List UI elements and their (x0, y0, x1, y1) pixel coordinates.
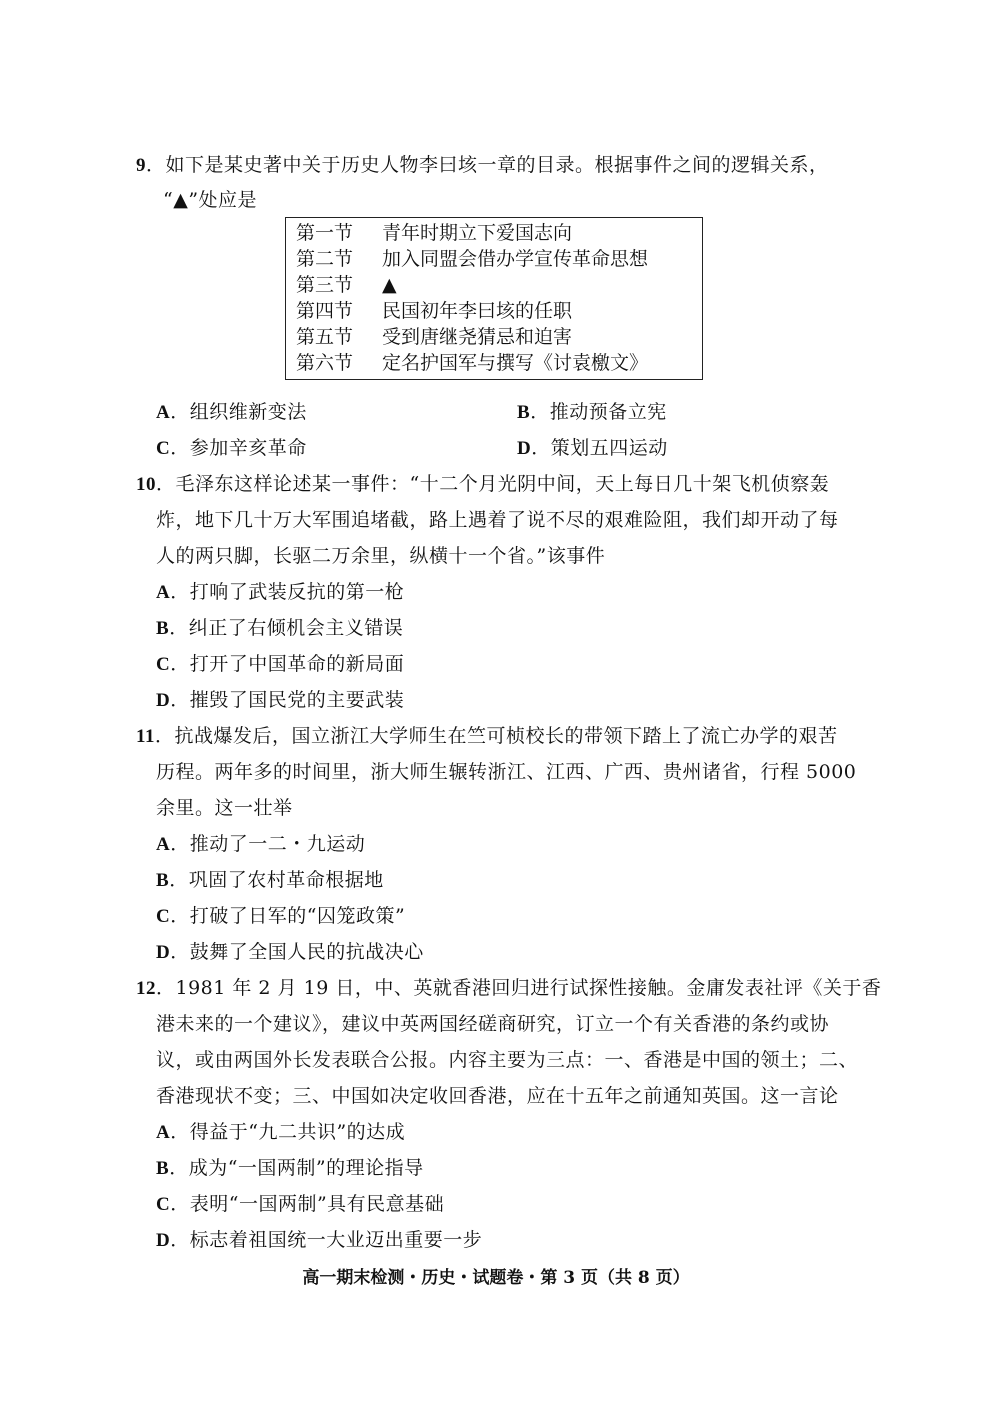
toc-row: 第三节 ▲ (296, 274, 397, 296)
q10-number: 10 (136, 474, 156, 495)
q10-stem-line-3: 人的两只脚，长驱二万余里，纵横十一个省。”该事件 (156, 545, 606, 567)
q11-option-a[interactable]: A．推动了一二・九运动 (156, 833, 366, 855)
q12-option-b[interactable]: B．成为“一国两制”的理论指导 (156, 1157, 424, 1179)
q12-stem-line-2: 港未来的一个建议》，建议中英两国经磋商研究，订立一个有关香港的条约或协 (156, 1013, 830, 1035)
q10-option-d[interactable]: D．摧毁了国民党的主要武装 (156, 689, 405, 711)
q11-stem-line-2: 历程。两年多的时间里，浙大师生辗转浙江、江西、广西、贵州诸省，行程 5000 (156, 761, 857, 783)
q9-option-c[interactable]: C．参加辛亥革命 (156, 437, 307, 459)
q10-stem-line-2: 炸，地下几十万大军围追堵截，路上遇着了说不尽的艰难险阻，我们却开动了每 (156, 509, 839, 531)
q9-number: 9 (136, 155, 146, 176)
q10-option-c[interactable]: C．打开了中国革命的新局面 (156, 653, 405, 675)
toc-row: 第二节 加入同盟会借办学宣传革命思想 (296, 248, 649, 270)
q11-option-d[interactable]: D．鼓舞了全国人民的抗战决心 (156, 941, 424, 963)
q9-option-b[interactable]: B．推动预备立宪 (517, 401, 667, 423)
q10-stem-line-1: 10．毛泽东这样论述某一事件：“十二个月光阴中间，天上每日几十架飞机侦察轰 (136, 473, 830, 495)
q12-stem-line-4: 香港现状不变；三、中国如决定收回香港，应在十五年之前通知英国。这一言论 (156, 1085, 839, 1107)
q10-option-b[interactable]: B．纠正了右倾机会主义错误 (156, 617, 404, 639)
q12-stem-line-3: 议，或由两国外长发表联合公报。内容主要为三点：一、香港是中国的领土；二、 (156, 1049, 859, 1071)
q9-option-a[interactable]: A．组织维新变法 (156, 401, 307, 423)
toc-row: 第四节 民国初年李曰垓的任职 (296, 300, 573, 322)
q11-stem-line-1: 11．抗战爆发后，国立浙江大学师生在竺可桢校长的带领下踏上了流亡办学的艰苦 (136, 725, 838, 747)
q11-option-c[interactable]: C．打破了日军的“囚笼政策” (156, 905, 406, 927)
q11-number: 11 (136, 726, 155, 747)
q12-option-a[interactable]: A．得益于“九二共识”的达成 (156, 1121, 406, 1143)
toc-row: 第六节 定名护国军与撰写《讨袁檄文》 (296, 352, 649, 374)
q12-option-d[interactable]: D．标志着祖国统一大业迈出重要一步 (156, 1229, 483, 1251)
q12-option-c[interactable]: C．表明“一国两制”具有民意基础 (156, 1193, 445, 1215)
toc-row: 第一节 青年时期立下爱国志向 (296, 222, 573, 244)
q12-stem-line-1: 12．1981 年 2 月 19 日，中、英就香港回归进行试探性接触。金庸发表社评《关于香 (136, 977, 882, 999)
toc-row: 第五节 受到唐继尧猜忌和迫害 (296, 326, 573, 348)
q9-stem-line-1: 9．如下是某史著中关于历史人物李曰垓一章的目录。根据事件之间的逻辑关系， (136, 154, 829, 176)
q11-stem-line-3: 余里。这一壮举 (156, 797, 293, 819)
q9-stem-line-2: “▲”处应是 (163, 189, 258, 211)
q11-option-b[interactable]: B．巩固了农村革命根据地 (156, 869, 384, 891)
q9-option-d[interactable]: D．策划五四运动 (517, 437, 668, 459)
triangle-placeholder: ▲ (382, 274, 397, 296)
q10-option-a[interactable]: A．打响了武装反抗的第一枪 (156, 581, 405, 603)
q12-number: 12 (136, 978, 156, 999)
page-footer: 高一期末检测・历史・试题卷・第 3 页（共 8 页） (302, 1268, 690, 1288)
toc-box (285, 217, 703, 380)
